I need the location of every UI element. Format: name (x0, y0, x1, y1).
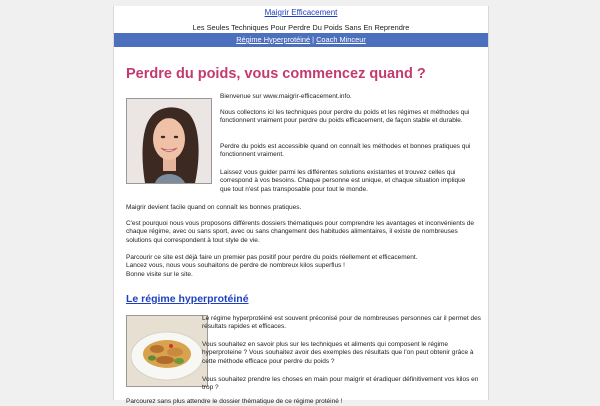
protein-dish-image (126, 315, 208, 387)
intro-welcome: Bienvenue sur www.maigrir-efficacement.info. (220, 93, 352, 100)
section-paragraph-3: Vous souhaitez prendre les choses en main pour maigrir et éradiquer définitivement vos kilos en trop ? (202, 376, 479, 392)
nav-link-coach-minceur[interactable]: Coach Minceur (316, 35, 366, 44)
section-paragraph-2: Vous souhaitez en savoir plus sur les techniques et aliments qui composent le régime hyperproteine ? Vous souhaitez avoir des exemples des résultats que l'on peut obtenir grâce à cette méthode efficace pour perdre du poids ? (202, 341, 474, 365)
woman-portrait-illustration (127, 99, 211, 183)
section-paragraph-1: Le régime hyperprotéiné est souvent préconisé pour de nombreuses personnes car il permet des résultats rapides et efficaces. (202, 315, 481, 331)
woman-portrait-image (126, 98, 212, 184)
intro-paragraph-3: Laissez vous guider parmi les différentes solutions existantes et trouvez celles qui correspond à vos besoins. Chaque personne est unique, et chaque situation implique que tout n'est pas transposable pour tout le monde. (220, 169, 466, 193)
protein-dish-illustration (127, 316, 207, 386)
site-title (114, 8, 488, 17)
intro-paragraph-4: Maigrir devient facile quand on connaît les bonnes pratiques. (126, 204, 302, 211)
tagline: Les Seules Techniques Pour Perdre Du Poids Sans En Reprendre (192, 23, 410, 32)
intro-closing-line-1: Parcourir ce site est déjà faire un premier pas positif pour perdre du poids réellement et efficacement. (126, 254, 418, 261)
intro-paragraph-2: Perdre du poids est accessible quand on connaît les méthodes et bonnes pratiques qui fonctionnent vraiment. (220, 143, 471, 159)
section-title-regime-hyperproteine[interactable]: Le régime hyperprotéiné (126, 293, 249, 305)
site-title-link[interactable]: Maigrir Efficacement (264, 8, 338, 17)
intro-closing-line-3: Bonne visite sur le site. (126, 270, 193, 278)
nav-link-regime-hyperproteine[interactable]: Régime Hyperprotéiné (236, 35, 311, 44)
intro-closing-line-2: Lancez vous, nous vous souhaitons de perdre de nombreux kilos superflus ! (126, 262, 345, 270)
nav-bar (114, 33, 488, 47)
section-paragraph-4: Parcourez sans plus attendre le dossier thématique de ce régime protéiné ! (126, 398, 343, 405)
intro-closing (126, 254, 481, 279)
intro-paragraph-1: Nous collectons ici les techniques pour perdre du poids et les régimes et méthodes qui fonctionnent vraiment pour perdre du poids efficacement, de façon stable et durable. (220, 109, 470, 125)
intro-paragraph-5: C'est pourquoi nous vous proposons différents dossiers thématiques pour comprendre les avantages et inconvénients de chaque régime, avec ou sans sport, avec ou sans changement des habitudes alimentaires, il existe de nombreuses solutions qui correspondent à tout style de vie. (126, 220, 474, 244)
page-title: Perdre du poids, vous commencez quand ? (126, 66, 426, 82)
nav-separator: | (312, 35, 315, 44)
page-container (113, 6, 489, 405)
